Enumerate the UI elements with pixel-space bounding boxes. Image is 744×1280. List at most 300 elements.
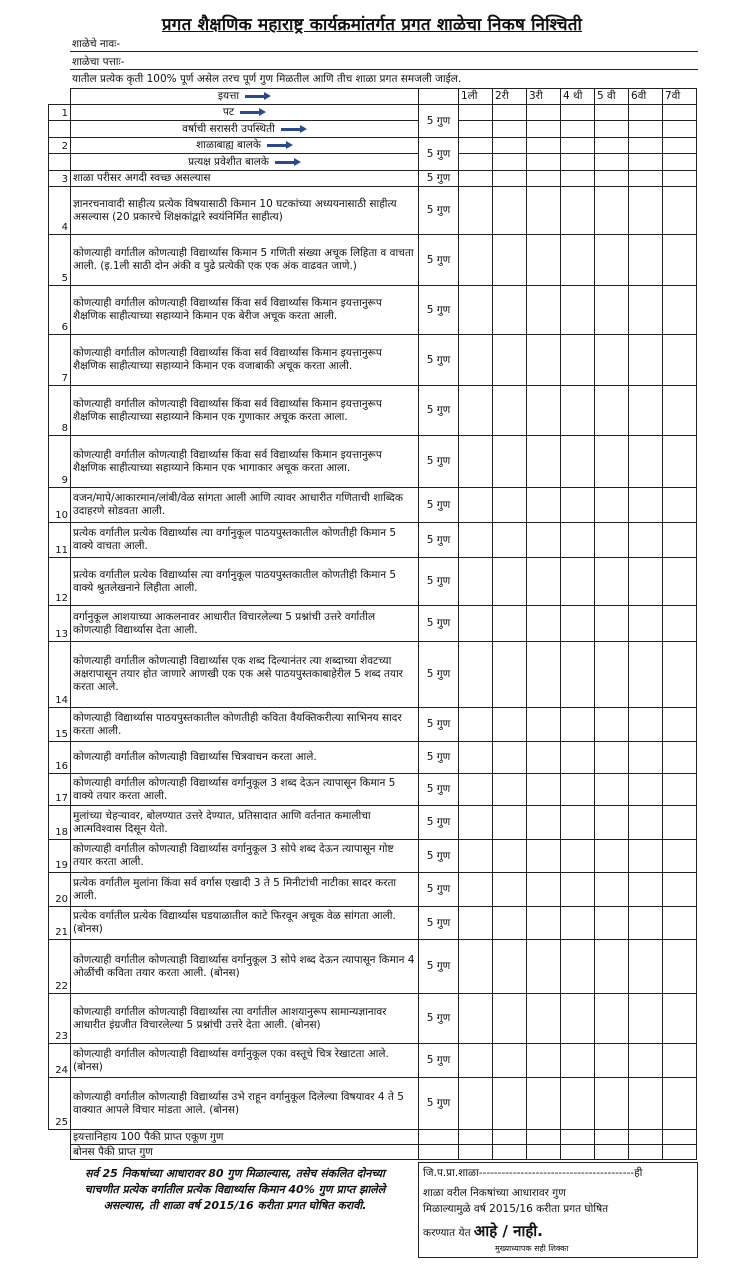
score-cell[interactable] — [493, 1044, 527, 1078]
score-cell[interactable] — [459, 187, 493, 235]
score-cell[interactable] — [459, 138, 493, 154]
score-cell[interactable] — [493, 642, 527, 708]
table-row — [49, 171, 697, 187]
row-number: 10 — [49, 488, 71, 523]
row-number: 22 — [49, 940, 71, 994]
score-cell[interactable] — [493, 1130, 527, 1145]
score-cell[interactable] — [663, 994, 697, 1044]
score-cell[interactable] — [561, 488, 595, 523]
score-cell[interactable] — [493, 742, 527, 774]
out-of-school-label — [71, 138, 419, 154]
score-cell[interactable] — [663, 1044, 697, 1078]
row-number: 14 — [49, 642, 71, 708]
num-cell — [49, 121, 71, 138]
criterion-text: वजन/मापे/आकारमान/लांबी/वेळ सांगता आली आणि त्यावर आधारीत गणिताची शाब्दिक उदाहरणे सोडवता आली. — [71, 488, 419, 523]
criterion-text: कोणत्याही वर्गातील कोणत्याही विद्यार्थ्यास किंवा सर्व विद्यार्थ्यास किमान इयत्तानुरूप शैक्षणिक साहीत्याच्या सहाय्याने किमान एक भागाकार अचूक करता आला. — [71, 436, 419, 488]
score-cell[interactable] — [527, 187, 561, 235]
arrow-right-icon — [281, 126, 307, 132]
score-cell[interactable] — [663, 235, 697, 286]
table-row — [49, 1044, 697, 1078]
criterion-text: कोणत्याही वर्गातील कोणत्याही विद्यार्थ्यास वर्गानुकूल एका वस्तूचे चित्र रेखाटता आले. (बोनस) — [71, 1044, 419, 1078]
score-cell[interactable] — [459, 171, 493, 187]
score-cell[interactable] — [527, 138, 561, 154]
score-cell[interactable] — [527, 994, 561, 1044]
score-cell[interactable] — [493, 873, 527, 907]
score-cell[interactable] — [561, 806, 595, 840]
table-row — [49, 235, 697, 286]
score-cell[interactable] — [561, 1145, 595, 1160]
score-cell[interactable] — [493, 806, 527, 840]
score-cell[interactable] — [663, 335, 697, 386]
row-number: 6 — [49, 286, 71, 335]
score-cell[interactable] — [527, 1145, 561, 1160]
score-cell[interactable] — [493, 154, 527, 171]
score-cell[interactable] — [493, 1078, 527, 1130]
score-cell[interactable] — [459, 642, 493, 708]
score-cell[interactable] — [493, 840, 527, 873]
score-cell[interactable] — [459, 1145, 493, 1160]
score-cell[interactable] — [561, 1044, 595, 1078]
score-cell[interactable] — [595, 121, 629, 138]
score-cell[interactable] — [629, 235, 663, 286]
score-cell[interactable] — [629, 840, 663, 873]
score-cell[interactable] — [459, 840, 493, 873]
table-row — [49, 940, 697, 994]
score-cell[interactable] — [629, 606, 663, 642]
score-cell[interactable] — [595, 806, 629, 840]
attendance-text: वर्षाची सरासरी उपस्थिती — [182, 122, 275, 135]
row-number: 25 — [49, 1078, 71, 1130]
score-cell[interactable] — [629, 121, 663, 138]
score-cell[interactable] — [527, 286, 561, 335]
score-cell[interactable] — [663, 121, 697, 138]
score-cell[interactable] — [595, 436, 629, 488]
score-cell[interactable] — [459, 488, 493, 523]
score-cell[interactable] — [493, 138, 527, 154]
score-cell[interactable] — [629, 708, 663, 742]
marks-cell: 5 गुण — [419, 907, 459, 940]
score-cell[interactable] — [595, 335, 629, 386]
score-cell[interactable] — [561, 742, 595, 774]
score-cell[interactable] — [663, 1145, 697, 1160]
page-title-text: प्रगत शैक्षणिक महाराष्ट्र कार्यक्रमांतर्गत प्रगत शाळेचा निकष निश्चिती — [161, 15, 583, 35]
score-cell[interactable] — [527, 606, 561, 642]
score-cell[interactable] — [459, 994, 493, 1044]
table-row — [49, 1145, 697, 1160]
declaration-line — [423, 1221, 543, 1241]
criterion-text: कोणत्याही वर्गातील कोणत्याही विद्यार्थ्यास वर्गानुकूल 3 शब्द देऊन त्यापासून किमान 5 वाक्ये तयार करता आली. — [71, 774, 419, 806]
score-cell[interactable] — [561, 154, 595, 171]
score-cell[interactable] — [493, 606, 527, 642]
criterion-text: प्रत्येक वर्गातील मुलांना किंवा सर्व वर्गास एखादी 3 ते 5 मिनीटांची नाटीका सादर करता आली. — [71, 873, 419, 907]
score-cell[interactable] — [629, 436, 663, 488]
table-row — [49, 386, 697, 436]
score-cell[interactable] — [459, 774, 493, 806]
declaration-box — [418, 1162, 698, 1258]
score-cell[interactable] — [629, 105, 663, 121]
score-cell[interactable] — [493, 708, 527, 742]
marks-cell: 5 गुण — [419, 806, 459, 840]
score-cell[interactable] — [595, 1044, 629, 1078]
num-cell — [49, 154, 71, 171]
marks-cell: 5 गुण — [419, 171, 459, 187]
score-cell[interactable] — [527, 907, 561, 940]
score-cell[interactable] — [493, 171, 527, 187]
divider — [70, 51, 698, 52]
score-cell[interactable] — [527, 121, 561, 138]
score-cell[interactable] — [595, 171, 629, 187]
marks-cell: 5 गुण — [419, 873, 459, 907]
arrow-right-icon — [267, 142, 293, 148]
score-cell[interactable] — [595, 235, 629, 286]
score-cell[interactable] — [663, 138, 697, 154]
score-cell[interactable] — [629, 187, 663, 235]
score-cell[interactable] — [459, 335, 493, 386]
declaration-text: करण्यात येत — [423, 1227, 471, 1239]
score-cell[interactable] — [493, 105, 527, 121]
score-cell[interactable] — [629, 742, 663, 774]
score-cell[interactable] — [663, 873, 697, 907]
score-cell[interactable] — [459, 907, 493, 940]
table-row — [49, 708, 697, 742]
score-cell[interactable] — [527, 335, 561, 386]
table-row — [49, 840, 697, 873]
score-cell[interactable] — [663, 742, 697, 774]
score-cell[interactable] — [527, 642, 561, 708]
score-cell[interactable] — [459, 386, 493, 436]
table-row — [49, 335, 697, 386]
score-cell[interactable] — [527, 708, 561, 742]
score-cell[interactable] — [595, 558, 629, 606]
score-cell[interactable] — [527, 1078, 561, 1130]
class-col-1: 1ली — [459, 89, 493, 105]
score-cell[interactable] — [663, 386, 697, 436]
score-cell[interactable] — [663, 154, 697, 171]
class-header-label — [71, 89, 419, 105]
score-cell[interactable] — [663, 642, 697, 708]
criterion-text: कोणत्याही विद्यार्थ्यास पाठयपुस्तकातील कोणतीही कविता वैयक्तिकरीत्या साभिनय सादर करता आली. — [71, 708, 419, 742]
criterion-text: मुलांच्या चेहऱ्यावर, बोलण्यात उत्तरे देण्यात, प्रतिसादात आणि वर्तनात कमालीचा आत्मविश्वास दिसून येतो. — [71, 806, 419, 840]
row-number: 12 — [49, 558, 71, 606]
score-cell[interactable] — [527, 873, 561, 907]
score-cell[interactable] — [595, 840, 629, 873]
score-cell[interactable] — [595, 708, 629, 742]
score-cell[interactable] — [561, 105, 595, 121]
score-cell[interactable] — [493, 994, 527, 1044]
arrow-right-icon — [275, 159, 301, 165]
score-cell[interactable] — [493, 1145, 527, 1160]
marks-cell: 5 गुण — [419, 1078, 459, 1130]
score-cell[interactable] — [493, 187, 527, 235]
criterion-text: कोणत्याही वर्गातील कोणत्याही विद्यार्थ्यास किंवा सर्व विद्यार्थ्यास किमान इयत्तानुरूप शैक्षणिक साहीत्याच्या सहाय्याने किमान एक गुणाकार अचूक करता आला. — [71, 386, 419, 436]
score-cell[interactable] — [629, 171, 663, 187]
score-cell[interactable] — [459, 873, 493, 907]
table-row — [49, 89, 697, 105]
score-cell[interactable] — [459, 940, 493, 994]
score-cell[interactable] — [493, 286, 527, 335]
score-cell[interactable] — [527, 742, 561, 774]
marks-cell: 5 गुण — [419, 642, 459, 708]
score-cell[interactable] — [663, 840, 697, 873]
score-cell[interactable] — [629, 558, 663, 606]
score-cell[interactable] — [459, 121, 493, 138]
score-cell[interactable] — [561, 907, 595, 940]
criterion-text: कोणत्याही वर्गातील कोणत्याही विद्यार्थ्यास वर्गानुकूल 3 सोपे शब्द देऊन त्यापासून गोष्ट तयार करता आली. — [71, 840, 419, 873]
score-cell[interactable] — [595, 774, 629, 806]
score-cell[interactable] — [493, 907, 527, 940]
score-cell[interactable] — [459, 708, 493, 742]
score-cell[interactable] — [459, 1044, 493, 1078]
score-cell[interactable] — [595, 940, 629, 994]
score-cell[interactable] — [459, 523, 493, 558]
score-cell[interactable] — [561, 335, 595, 386]
score-cell[interactable] — [561, 774, 595, 806]
score-cell[interactable] — [561, 558, 595, 606]
score-cell[interactable] — [629, 774, 663, 806]
score-cell[interactable] — [595, 994, 629, 1044]
table-row — [49, 488, 697, 523]
divider — [70, 69, 698, 70]
table-row — [49, 1078, 697, 1130]
score-cell[interactable] — [663, 286, 697, 335]
score-cell[interactable] — [561, 386, 595, 436]
criterion-text: कोणत्याही वर्गातील कोणत्याही विद्यार्थ्यास चित्रवाचन करता आले. — [71, 742, 419, 774]
score-cell[interactable] — [419, 1145, 459, 1160]
score-cell[interactable] — [561, 436, 595, 488]
score-cell[interactable] — [561, 235, 595, 286]
score-cell[interactable] — [629, 386, 663, 436]
score-cell[interactable] — [663, 105, 697, 121]
class-col-6: 6वी — [629, 89, 663, 105]
score-cell[interactable] — [493, 558, 527, 606]
table-row — [49, 187, 697, 235]
score-cell[interactable] — [493, 235, 527, 286]
marks-cell: 5 गुण — [419, 1044, 459, 1078]
table-row — [49, 642, 697, 708]
score-cell[interactable] — [561, 940, 595, 994]
score-cell[interactable] — [595, 606, 629, 642]
class-col-3: 3री — [527, 89, 561, 105]
row-number: 18 — [49, 806, 71, 840]
score-cell[interactable] — [561, 1078, 595, 1130]
score-cell[interactable] — [595, 642, 629, 708]
num-cell — [49, 1130, 71, 1145]
score-cell[interactable] — [527, 1044, 561, 1078]
arrow-right-icon — [245, 93, 271, 99]
criterion-text: प्रत्येक वर्गातील प्रत्येक विद्यार्थ्यास त्या वर्गानुकूल पाठयपुस्तकातील कोणतीही किमान 5 वाक्ये वाचता आली. — [71, 523, 419, 558]
marks-cell: 5 गुण — [419, 994, 459, 1044]
class-col-4: 4 थी — [561, 89, 595, 105]
score-cell[interactable] — [629, 907, 663, 940]
score-cell[interactable] — [629, 940, 663, 994]
attendance-label — [71, 121, 419, 138]
score-cell[interactable] — [459, 105, 493, 121]
score-cell[interactable] — [595, 138, 629, 154]
score-cell[interactable] — [527, 105, 561, 121]
score-cell[interactable] — [527, 1130, 561, 1145]
score-cell[interactable] — [663, 436, 697, 488]
score-cell[interactable] — [561, 121, 595, 138]
score-cell[interactable] — [663, 523, 697, 558]
score-cell[interactable] — [459, 742, 493, 774]
score-cell[interactable] — [595, 873, 629, 907]
score-cell[interactable] — [493, 121, 527, 138]
score-cell[interactable] — [595, 488, 629, 523]
score-cell[interactable] — [527, 840, 561, 873]
score-cell[interactable] — [527, 488, 561, 523]
score-cell[interactable] — [629, 154, 663, 171]
score-cell[interactable] — [459, 154, 493, 171]
score-cell[interactable] — [595, 1145, 629, 1160]
score-cell[interactable] — [663, 774, 697, 806]
score-cell[interactable] — [527, 154, 561, 171]
score-cell[interactable] — [629, 488, 663, 523]
score-cell[interactable] — [527, 558, 561, 606]
score-cell[interactable] — [595, 742, 629, 774]
score-cell[interactable] — [561, 606, 595, 642]
score-cell[interactable] — [663, 171, 697, 187]
score-cell[interactable] — [561, 873, 595, 907]
score-cell[interactable] — [663, 187, 697, 235]
score-cell[interactable] — [561, 1130, 595, 1145]
score-cell[interactable] — [595, 105, 629, 121]
school-name-label: शाळेचे नावः- — [72, 38, 121, 50]
score-cell[interactable] — [561, 187, 595, 235]
score-cell[interactable] — [561, 708, 595, 742]
table-row — [49, 606, 697, 642]
score-cell[interactable] — [459, 436, 493, 488]
score-cell[interactable] — [493, 436, 527, 488]
criterion-text: कोणत्याही वर्गातील कोणत्याही विद्यार्थ्यास उभे राहून वर्गानुकूल दिलेल्या विषयावर 4 ते 5 वाक्यात आपले विचार मांडता आले. (बोनस) — [71, 1078, 419, 1130]
marks-cell: 5 गुण — [419, 606, 459, 642]
score-cell[interactable] — [527, 386, 561, 436]
row-number: 20 — [49, 873, 71, 907]
score-cell[interactable] — [663, 907, 697, 940]
score-cell[interactable] — [527, 806, 561, 840]
score-cell[interactable] — [561, 840, 595, 873]
score-cell[interactable] — [595, 1078, 629, 1130]
class-col-2: 2री — [493, 89, 527, 105]
score-cell[interactable] — [595, 154, 629, 171]
score-cell[interactable] — [595, 1130, 629, 1145]
table-row — [49, 286, 697, 335]
score-cell[interactable] — [629, 523, 663, 558]
criteria-table — [48, 88, 697, 1160]
score-cell[interactable] — [663, 806, 697, 840]
score-cell[interactable] — [629, 1078, 663, 1130]
score-cell[interactable] — [595, 907, 629, 940]
score-cell[interactable] — [459, 235, 493, 286]
row-number: 1 — [49, 105, 71, 121]
table-row — [49, 558, 697, 606]
criterion-text: ज्ञानरचनावादी साहीत्य प्रत्येक विषयासाठी किमान 10 घटकांच्या अध्ययनासाठी साहीत्य असल्यास (20 प्रकारचे शिक्षकांद्वारे स्वयंनिर्मित साहीत्य) — [71, 187, 419, 235]
row-number: 21 — [49, 907, 71, 940]
score-cell[interactable] — [595, 386, 629, 436]
score-cell[interactable] — [629, 994, 663, 1044]
score-cell[interactable] — [663, 940, 697, 994]
score-cell[interactable] — [629, 335, 663, 386]
score-cell[interactable] — [493, 386, 527, 436]
score-cell[interactable] — [629, 138, 663, 154]
score-cell[interactable] — [663, 606, 697, 642]
score-cell[interactable] — [493, 940, 527, 994]
marks-cell — [419, 89, 459, 105]
table-row — [49, 873, 697, 907]
score-cell[interactable] — [629, 806, 663, 840]
marks-cell: 5 गुण — [419, 105, 459, 138]
score-cell[interactable] — [595, 286, 629, 335]
score-cell[interactable] — [629, 642, 663, 708]
score-cell[interactable] — [629, 286, 663, 335]
table-row — [49, 121, 697, 138]
score-cell[interactable] — [493, 523, 527, 558]
table-row — [49, 742, 697, 774]
score-cell[interactable] — [629, 1130, 663, 1145]
score-cell[interactable] — [419, 1130, 459, 1145]
score-cell[interactable] — [527, 235, 561, 286]
score-cell[interactable] — [493, 488, 527, 523]
row-number: 13 — [49, 606, 71, 642]
score-cell[interactable] — [561, 994, 595, 1044]
score-cell[interactable] — [459, 806, 493, 840]
score-cell[interactable] — [663, 1130, 697, 1145]
score-cell[interactable] — [561, 642, 595, 708]
score-cell[interactable] — [629, 873, 663, 907]
score-cell[interactable] — [561, 286, 595, 335]
score-cell[interactable] — [629, 1145, 663, 1160]
score-cell[interactable] — [459, 1078, 493, 1130]
score-cell[interactable] — [459, 558, 493, 606]
instruction-text: यातील प्रत्येक कृती 100% पूर्ण असेल तरच पूर्ण गुण मिळतील आणि तीच शाळा प्रगत समजली जाईल. — [72, 73, 462, 85]
row-number: 19 — [49, 840, 71, 873]
row-number: 5 — [49, 235, 71, 286]
enrolment-text: पट — [222, 106, 235, 118]
score-cell[interactable] — [561, 171, 595, 187]
score-cell[interactable] — [663, 1078, 697, 1130]
score-cell[interactable] — [527, 436, 561, 488]
marks-cell: 5 गुण — [419, 138, 459, 171]
score-cell[interactable] — [561, 138, 595, 154]
marks-cell: 5 गुण — [419, 774, 459, 806]
table-row — [49, 523, 697, 558]
marks-cell: 5 गुण — [419, 488, 459, 523]
row-number: 7 — [49, 335, 71, 386]
out-of-school-text: शाळाबाह्य बालके — [196, 139, 261, 151]
score-cell[interactable] — [663, 488, 697, 523]
score-cell[interactable] — [493, 335, 527, 386]
row-number: 24 — [49, 1044, 71, 1078]
score-cell[interactable] — [527, 523, 561, 558]
declaration-line: शाळा वरील निकषांच्या आधारावर गुण — [423, 1187, 566, 1199]
score-cell[interactable] — [527, 171, 561, 187]
score-cell[interactable] — [629, 1044, 663, 1078]
score-cell[interactable] — [459, 1130, 493, 1145]
score-cell[interactable] — [663, 558, 697, 606]
row-number: 17 — [49, 774, 71, 806]
score-cell[interactable] — [595, 523, 629, 558]
score-cell[interactable] — [595, 187, 629, 235]
score-cell[interactable] — [527, 774, 561, 806]
score-cell[interactable] — [459, 606, 493, 642]
row-number: 23 — [49, 994, 71, 1044]
marks-cell: 5 गुण — [419, 436, 459, 488]
score-cell[interactable] — [493, 774, 527, 806]
score-cell[interactable] — [561, 523, 595, 558]
score-cell[interactable] — [527, 940, 561, 994]
score-cell[interactable] — [459, 286, 493, 335]
score-cell[interactable] — [663, 708, 697, 742]
marks-cell: 5 गुण — [419, 286, 459, 335]
